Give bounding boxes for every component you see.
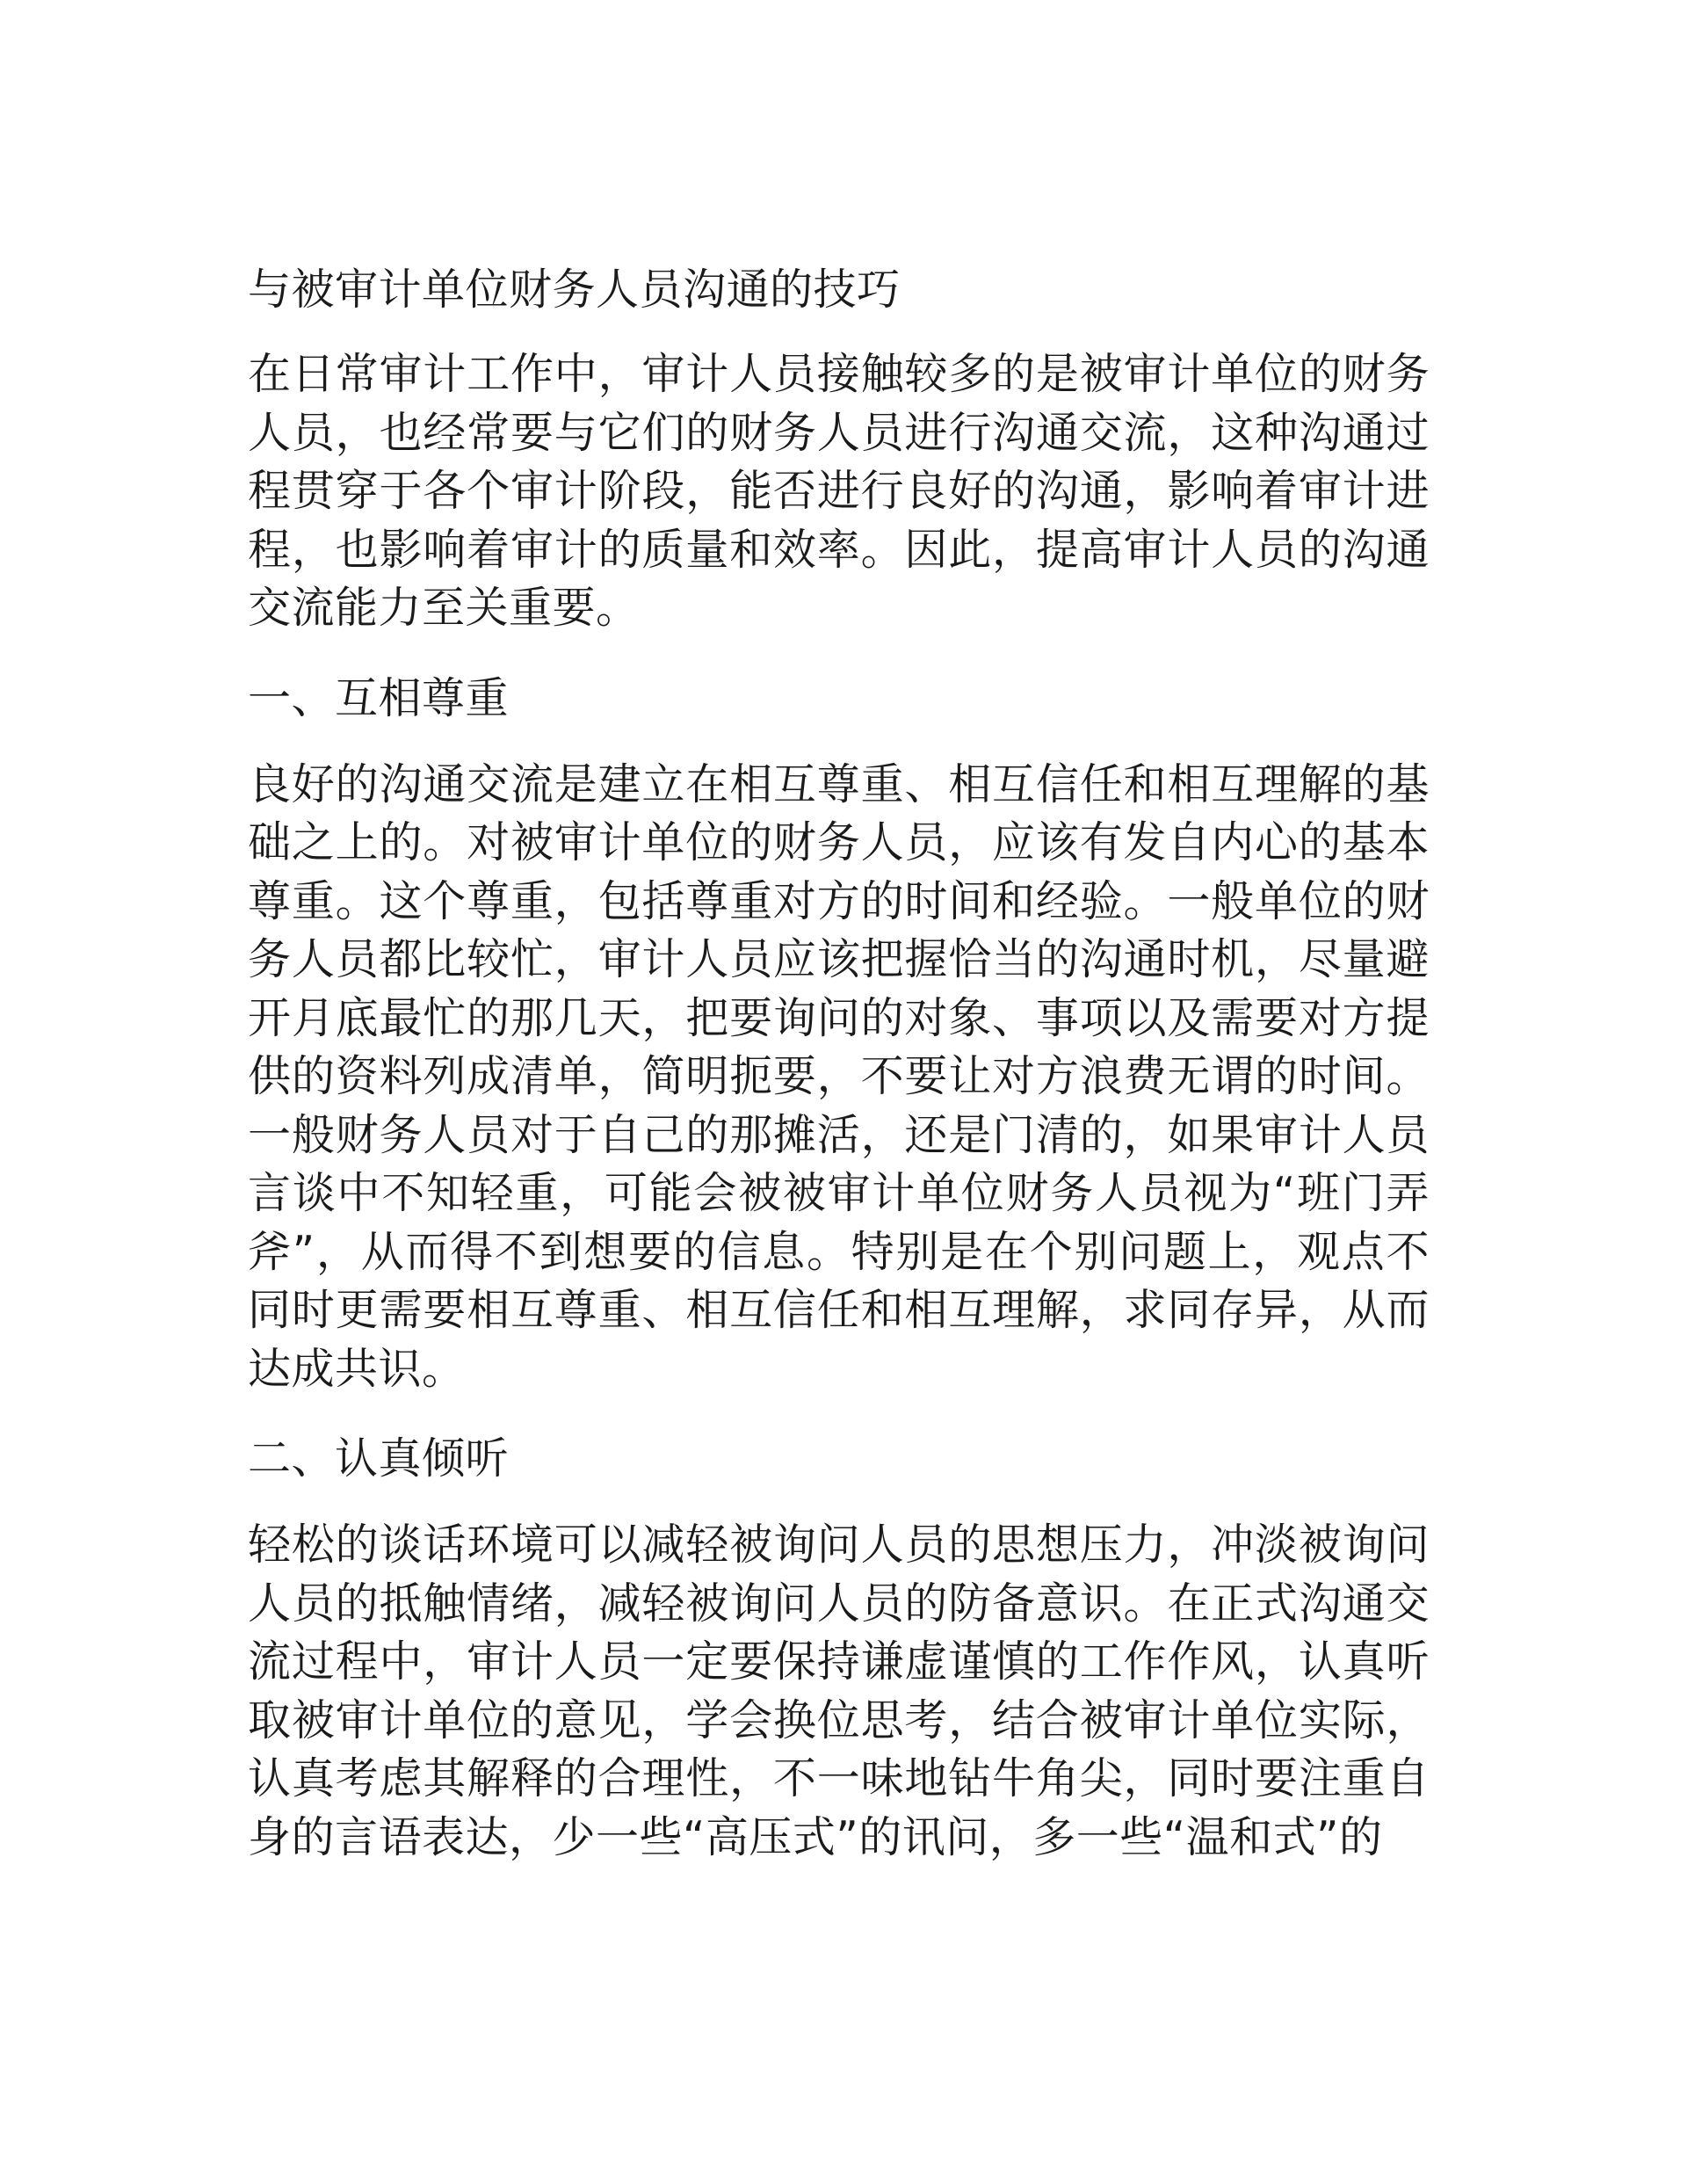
intro-paragraph: 在日常审计工作中，审计人员接触较多的是被审计单位的财务人员，也经常要与它们的财务人员进行沟通交流，这种沟通过程贯穿于各个审计阶段，能否进行良好的沟通，影响着审计进程，也影响着审计的质量和效率。因此，提高审计人员的沟通交流能力至关重要。 — [248, 349, 1430, 633]
section-heading-careful-listening: 二、认真倾听 — [248, 1433, 510, 1484]
document-title: 与被审计单位财务人员沟通的技巧 — [248, 265, 901, 315]
document-page — [248, 259, 1430, 1897]
section-body-careful-listening: 轻松的谈话环境可以减轻被询问人员的思想压力，冲淡被询问人员的抵触情绪，减轻被询问人员的防备意识。在正式沟通交流过程中，审计人员一定要保持谦虚谨慎的工作作风，认真听取被审计单位的意见，学会换位思考，结合被审计单位实际，认真考虑其解释的合理性，不一味地钻牛角尖，同时要注重自身的言语表达，少一些“高压式”的讯问，多一些“温和式”的 — [248, 1520, 1430, 1862]
section-body-mutual-respect: 良好的沟通交流是建立在相互尊重、相互信任和相互理解的基础之上的。对被审计单位的财务人员，应该有发自内心的基本尊重。这个尊重，包括尊重对方的时间和经验。一般单位的财务人员都比较忙，审计人员应该把握恰当的沟通时机，尽量避开月底最忙的那几天，把要询问的对象、事项以及需要对方提供的资料列成清单，简明扼要，不要让对方浪费无谓的时间。一般财务人员对于自己的那摊活，还是门清的，如果审计人员言谈中不知轻重，可能会被被审计单位财务人员视为“班门弄斧”，从而得不到想要的信息。特别是在个别问题上，观点不同时更需要相互尊重、相互信任和相互理解，求同存异，从而达成共识。 — [248, 758, 1430, 1394]
section-heading-mutual-respect: 一、互相尊重 — [248, 672, 510, 723]
